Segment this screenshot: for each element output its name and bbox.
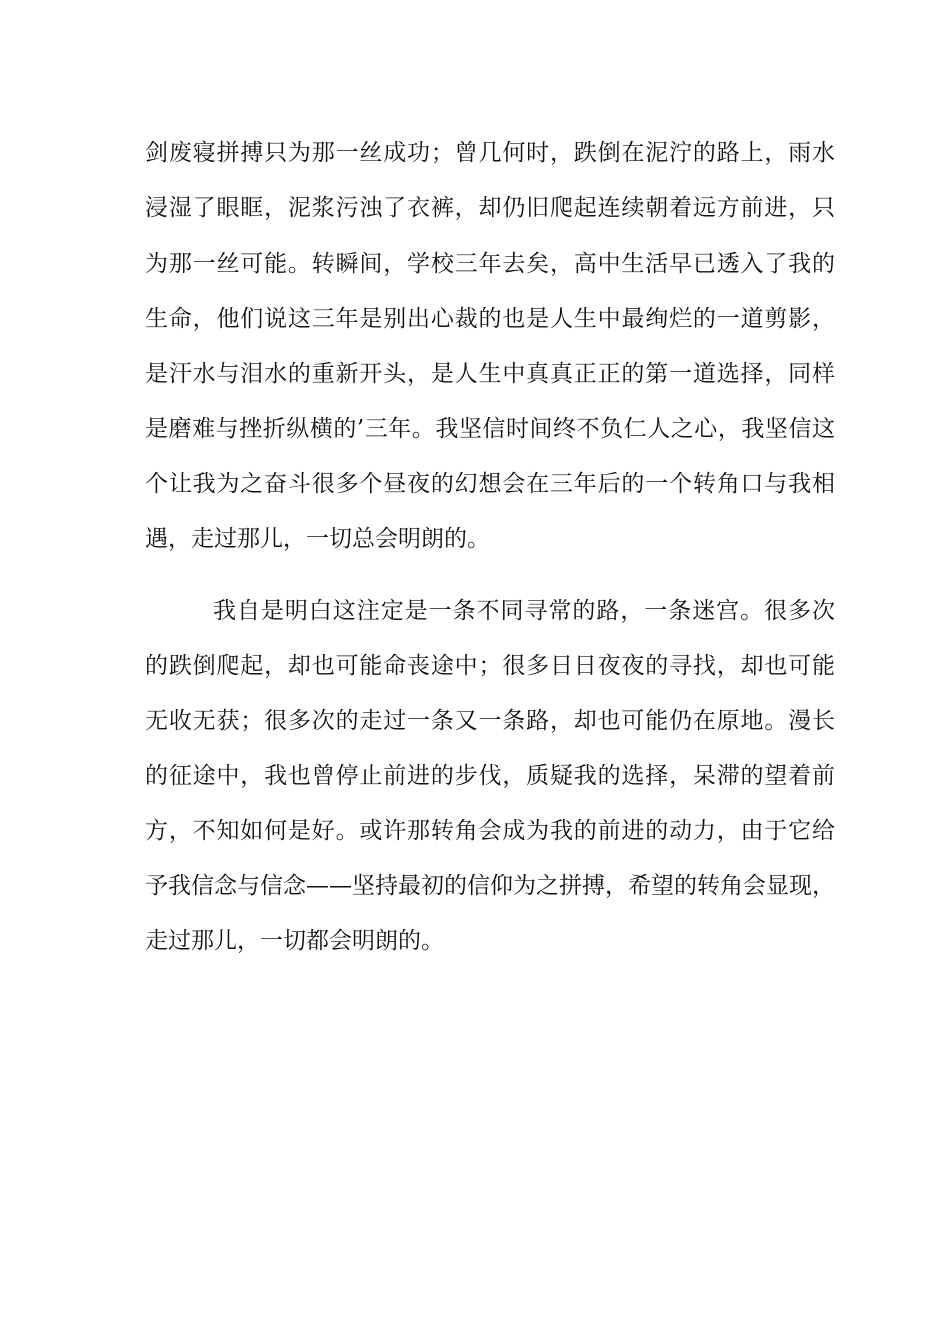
paragraph-1-line-3: 为那一丝可能。转瞬间，学校三年去矣，高中生活早已透入了我的 [145,251,835,277]
paragraph-1-line-8: 遇，走过那儿，一切总会明朗的。 [145,526,490,552]
paragraph-2-line-2: 的跌倒爬起，却也可能命丧途中；很多日日夜夜的寻找，却也可能 [145,653,835,679]
paragraph-1-line-5: 是汗水与泪水的重新开头，是人生中真真正正的第一道选择，同样 [145,361,835,387]
paragraph-2-line-4: 的征途中，我也曾停止前进的步伐，质疑我的选择，呆滞的望着前 [145,763,835,789]
paragraph-1-line-1: 剑废寝拼搏只为那一丝成功；曾几何时，跌倒在泥泞的路上，雨水 [145,140,835,166]
paragraph-2-line-7: 走过那儿，一切都会明朗的。 [145,928,444,954]
paragraph-2-line-1: 我自是明白这注定是一条不同寻常的路，一条迷宫。很多次 [213,598,835,624]
paragraph-1-line-7: 个让我为之奋斗很多个昼夜的幻想会在三年后的一个转角口与我相 [145,471,835,497]
paragraph-2-line-6: 予我信念与信念——坚持最初的信仰为之拼搏，希望的转角会显现， [145,873,835,899]
paragraph-1-line-2: 浸湿了眼眶，泥浆污浊了衣裤，却仍旧爬起连续朝着远方前进，只 [145,195,835,221]
paragraph-2-line-3: 无收无获；很多次的走过一条又一条路，却也可能仍在原地。漫长 [145,708,835,734]
paragraph-1-line-6: 是磨难与挫折纵横的’三年。我坚信时间终不负仁人之心，我坚信这 [145,416,835,442]
paragraph-2-line-5: 方，不知如何是好。或许那转角会成为我的前进的动力，由于它给 [145,818,835,844]
paragraph-1-line-4: 生命，他们说这三年是别出心裁的也是人生中最绚烂的一道剪影， [145,306,835,332]
